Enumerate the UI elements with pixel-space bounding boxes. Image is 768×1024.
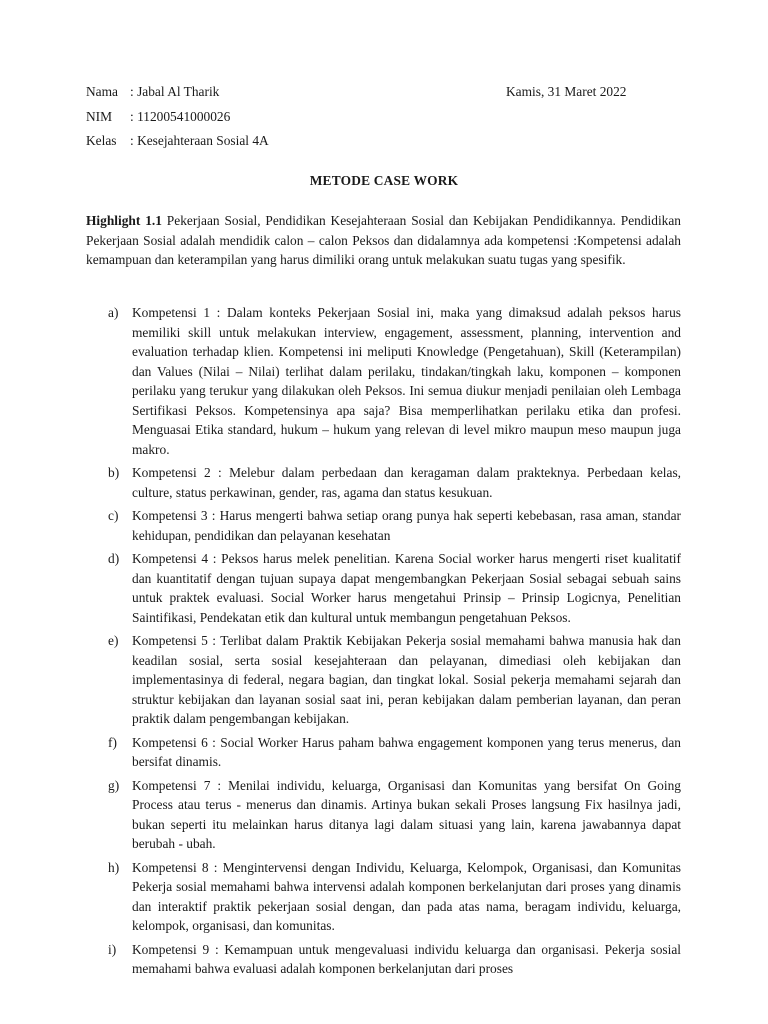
list-marker: g) xyxy=(108,777,120,793)
list-item xyxy=(86,631,681,729)
intro-paragraph xyxy=(86,211,681,270)
list-marker: a) xyxy=(108,305,119,320)
list-item-text: Kompetensi 6 : Social Worker Harus paham bahwa engagement komponen yang terus menerus, dan bersifat dinamis. xyxy=(132,734,681,769)
list-item xyxy=(86,506,681,545)
name-value: : Jabal Al Tharik xyxy=(130,84,220,99)
highlight-label: Highlight 1.1 xyxy=(86,213,162,228)
class-label: Kelas xyxy=(86,133,117,148)
list-item-text: Kompetensi 2 : Melebur dalam perbedaan dan keragaman dalam prakteknya. Perbedaan kelas, culture, status perkawinan, gender, ras, agama dan status kesukuan. xyxy=(132,465,681,500)
list-item xyxy=(86,940,681,979)
list-item-text: Kompetensi 7 : Menilai individu, keluarga, Organisasi dan Komunitas yang bersifat On Going Process atau terus - menerus dan dinamis. Artinya bukan sekali Proses langsung Fix hasilnya jadi, bukan seperti itu melainkan harus ditanya lagi dalam situasi yang lain, karena jawabannya dapat berubah - ubah. xyxy=(132,777,681,851)
list-item xyxy=(86,733,681,772)
student-info xyxy=(86,82,269,156)
document-date: Kamis, 31 Maret 2022 xyxy=(506,84,627,99)
list-marker: i) xyxy=(108,941,117,957)
name-label: Nama xyxy=(86,84,118,99)
name-row xyxy=(86,82,269,107)
list-marker: d) xyxy=(108,551,120,566)
list-marker: h) xyxy=(108,859,120,875)
list-marker: f) xyxy=(108,734,117,750)
nim-value: : 11200541000026 xyxy=(130,108,231,124)
list-marker: b) xyxy=(108,465,120,480)
nim-label: NIM xyxy=(86,108,113,124)
list-item xyxy=(86,463,681,502)
list-item-text: Kompetensi 3 : Harus mengerti bahwa setiap orang punya hak seperti kebebasan, rasa aman, standar kehidupan, pendidikan dan pelayanan kesehatan xyxy=(132,508,681,543)
document-title: METODE CASE WORK xyxy=(309,173,459,188)
list-item xyxy=(86,776,681,854)
class-row xyxy=(86,131,269,156)
list-item-text: Kompetensi 4 : Peksos harus melek penelitian. Karena Social worker harus mengerti riset kualitatif dan kuantitatif dengan tujuan supaya dapat mengembangkan Pekerjaan Sosial sebagai sebuah sains untuk praktek evaluasi. Social Worker harus mengetahui Prinsip – Prinsip Logicnya, Penelitian Saintifikasi, Pendekatan etik dan kultural untuk membangun pengetahuan Peksos. xyxy=(132,551,681,625)
list-item xyxy=(86,549,681,627)
list-item-text: Kompetensi 1 : Dalam konteks Pekerjaan Sosial ini, maka yang dimaksud adalah peksos harus memiliki skill untuk melakukan interview, engagement, assessment, planning, intervention and evaluation terhadap klien. Kompetensi ini meliputi Knowledge (Pengetahuan), Skill (Keterampilan) dan Values (Nilai – Nilai) terlihat dalam perilaku, tindakan/tingkah laku, komponen – komponen perilaku yang terukur yang dilakukan oleh Peksos. Ini semua diukur menjadi penilaian oleh Lembaga Sertifikasi Peksos. Kompetensinya apa saja? Bisa memperlihatkan perilaku etika dan profesi. Menguasai Etika standard, hukum – hukum yang relevan di level mikro maupun meso maupun juga makro. xyxy=(132,305,681,457)
list-item xyxy=(86,303,681,459)
intro-text: Pekerjaan Sosial, Pendidikan Kesejahteraan Sosial dan Kebijakan Pendidikannya. Pendidikan Pekerjaan Sosial adalah mendidik calon – calon Peksos dan didalamnya ada kompetensi :Kompetensi adalah kemampuan dan keterampilan yang harus dimiliki orang untuk melakukan suatu tugas yang spesifik. xyxy=(86,213,681,267)
list-item xyxy=(86,858,681,936)
list-item-text: Kompetensi 8 : Mengintervensi dengan Individu, Keluarga, Kelompok, Organisasi, dan Komunitas Pekerja sosial memahami bahwa intervensi adalah komponen berkelanjutan dari proses yang dinamis dan interaktif praktik pekerjaan sosial dengan, dan pada atas nama, beragam individu, keluarga, kelompok, organisasi, dan komunitas. xyxy=(132,859,681,933)
nim-row xyxy=(86,107,269,132)
list-item-text: Kompetensi 5 : Terlibat dalam Praktik Kebijakan Pekerja sosial memahami bahwa manusia hak dan keadilan sosial, serta sosial kesejahteraan dan pelayanan, dimediasi oleh kebijakan dan implementasinya di federal, negara bagian, dan tingkat lokal. Sosial pekerja memahami sejarah dan struktur kebijakan dan layanan sosial saat ini, peran kebijakan dalam pemberian layanan, dan peran praktik dalam pengembangan kebijakan. xyxy=(132,633,681,726)
class-value: : Kesejahteraan Sosial 4A xyxy=(130,133,269,148)
list-item-text: Kompetensi 9 : Kemampuan untuk mengevaluasi individu keluarga dan organisasi. Pekerja sosial memahami bahwa evaluasi adalah komponen berkelanjutan dari proses xyxy=(132,941,681,976)
list-marker: e) xyxy=(108,633,119,648)
competency-list xyxy=(86,303,681,983)
list-marker: c) xyxy=(108,508,119,523)
